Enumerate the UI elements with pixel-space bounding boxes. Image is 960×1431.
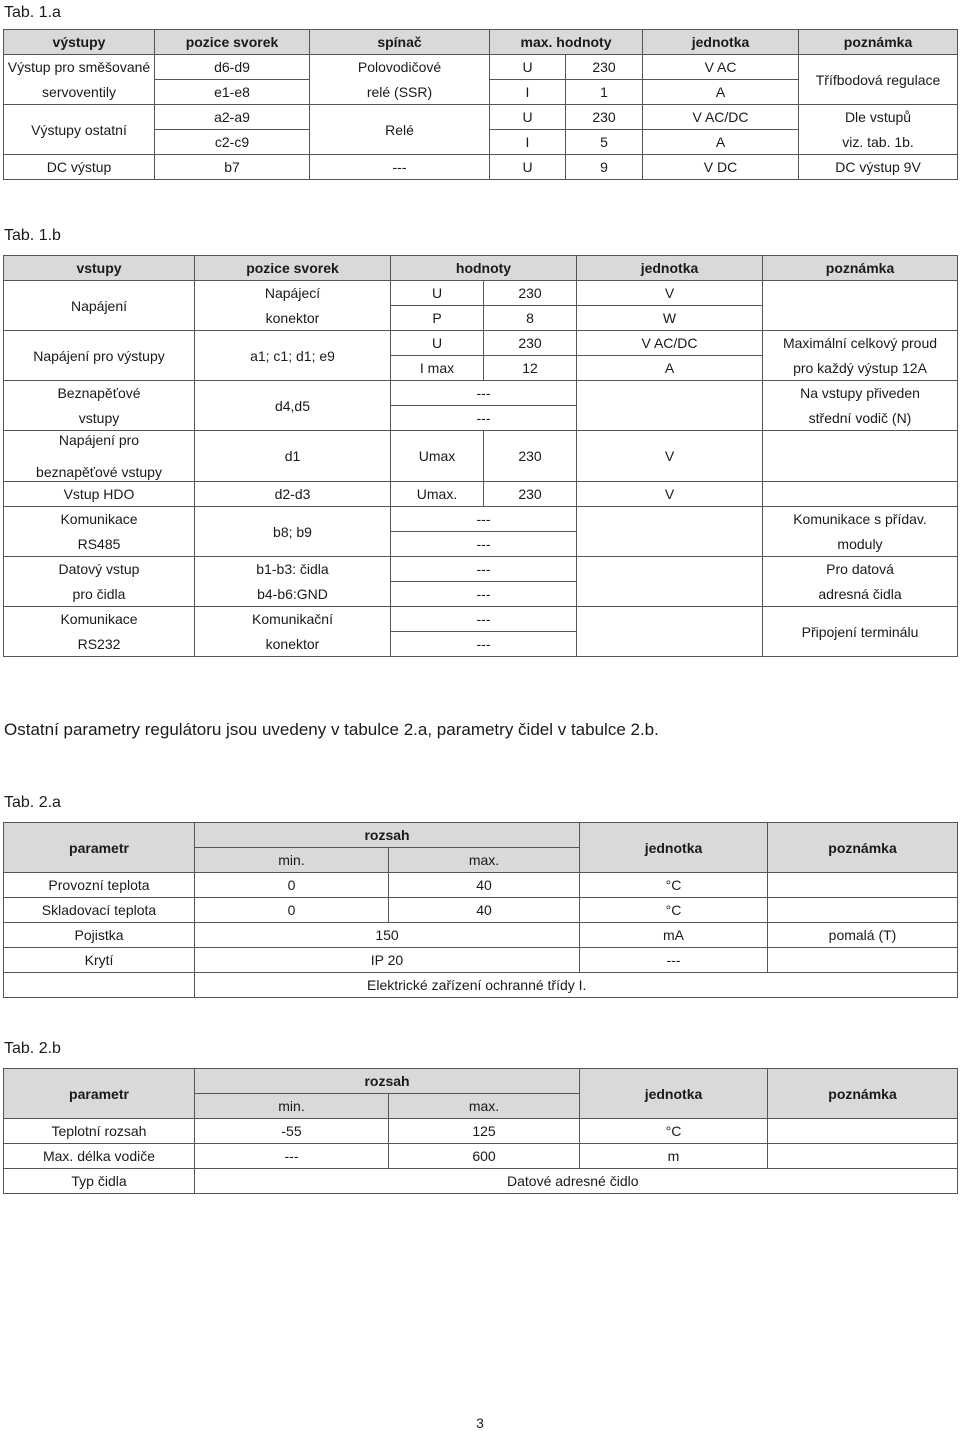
table-cell: Komunikace <box>4 607 195 632</box>
table-cell: Typ čidla <box>4 1169 195 1194</box>
table-cell: moduly <box>763 532 958 557</box>
table-cell: 1 <box>566 80 643 105</box>
table-row <box>4 1169 958 1194</box>
tab2a-table <box>3 822 958 998</box>
table-cell: RS485 <box>4 532 195 557</box>
header-cell: min. <box>195 1094 389 1119</box>
tab1a-table <box>3 29 958 180</box>
table-cell: --- <box>391 632 577 657</box>
table-cell: Datové adresné čidlo <box>195 1169 958 1194</box>
table-cell: Max. délka vodiče <box>4 1144 195 1169</box>
table-cell: IP 20 <box>195 948 580 973</box>
table-cell: d6-d9 <box>155 55 310 80</box>
table-cell: --- <box>391 406 577 431</box>
table-cell: --- <box>391 532 577 557</box>
table-cell: 230 <box>566 55 643 80</box>
table-cell: V <box>577 431 763 482</box>
table-cell <box>763 281 958 331</box>
table-cell: 230 <box>484 431 577 482</box>
header-cell: jednotka <box>643 30 799 55</box>
header-cell: jednotka <box>580 1069 768 1119</box>
table-cell: DC výstup <box>4 155 155 180</box>
table-row <box>4 1144 958 1169</box>
table-header-row <box>4 30 958 55</box>
tab1b-title: Tab. 1.b <box>4 227 61 244</box>
table-cell <box>577 507 763 557</box>
table-cell: DC výstup 9V <box>799 155 958 180</box>
table-cell <box>768 898 958 923</box>
table-cell: Výstup pro směšované <box>4 55 155 80</box>
table-cell: V AC/DC <box>577 331 763 356</box>
table-cell: 8 <box>484 306 577 331</box>
table-cell: V AC <box>643 55 799 80</box>
table-cell: 0 <box>195 873 389 898</box>
table-cell <box>768 1119 958 1144</box>
table-cell: Na vstupy přiveden <box>763 381 958 406</box>
table-header-row <box>4 823 958 848</box>
table-cell: mA <box>580 923 768 948</box>
table-cell: U <box>490 155 566 180</box>
table-cell: A <box>643 130 799 155</box>
table-cell <box>4 431 195 482</box>
table-cell: pomalá (T) <box>768 923 958 948</box>
table-cell: I <box>490 80 566 105</box>
table-cell: 230 <box>566 105 643 130</box>
table-cell: vstupy <box>4 406 195 431</box>
table-cell: Pro datová <box>763 557 958 582</box>
table-cell: --- <box>195 1144 389 1169</box>
table-cell: Teplotní rozsah <box>4 1119 195 1144</box>
table-row <box>4 105 958 130</box>
table-cell: --- <box>391 381 577 406</box>
table-row <box>4 482 958 507</box>
table-row <box>4 873 958 898</box>
table-cell: °C <box>580 873 768 898</box>
table-cell: Elektrické zařízení ochranné třídy I. <box>195 973 958 998</box>
table-cell: Krytí <box>4 948 195 973</box>
table-cell: Beznapěťové <box>4 381 195 406</box>
table-cell: P <box>391 306 484 331</box>
table-cell: 0 <box>195 898 389 923</box>
table-cell: RS232 <box>4 632 195 657</box>
table-cell: adresná čidla <box>763 582 958 607</box>
table-cell: U <box>391 281 484 306</box>
table-cell: a1; c1; d1; e9 <box>195 331 391 381</box>
table-row <box>4 507 958 532</box>
table-cell: °C <box>580 898 768 923</box>
header-cell: rozsah <box>195 1069 580 1094</box>
table-cell: -55 <box>195 1119 389 1144</box>
table-cell: 600 <box>389 1144 580 1169</box>
header-cell: výstupy <box>4 30 155 55</box>
table-cell: d1 <box>195 431 391 482</box>
table-row <box>4 923 958 948</box>
table-row <box>4 155 958 180</box>
header-cell: parametr <box>4 823 195 873</box>
table-cell: d4,d5 <box>195 381 391 431</box>
table-header-row <box>4 1069 958 1094</box>
table-cell: Komunikace s přídav. <box>763 507 958 532</box>
table-cell <box>577 607 763 657</box>
table-cell: Umax. <box>391 482 484 507</box>
table-cell: Komunikace <box>4 507 195 532</box>
table-cell: Napájení pro výstupy <box>4 331 195 381</box>
table-cell <box>768 1144 958 1169</box>
table-cell: d2-d3 <box>195 482 391 507</box>
table-cell: V AC/DC <box>643 105 799 130</box>
table-cell: A <box>577 356 763 381</box>
table-cell: pro čidla <box>4 582 195 607</box>
cell-line: Napájení pro <box>58 432 140 448</box>
header-cell: spínač <box>310 30 490 55</box>
table-cell: a2-a9 <box>155 105 310 130</box>
header-cell: poznámka <box>768 1069 958 1119</box>
header-cell: jednotka <box>577 256 763 281</box>
table-cell: 230 <box>484 482 577 507</box>
table-cell: V DC <box>643 155 799 180</box>
table-cell <box>4 973 195 998</box>
header-cell: max. <box>389 848 580 873</box>
table-row <box>4 1119 958 1144</box>
tab2a-title: Tab. 2.a <box>4 794 61 811</box>
table-cell <box>768 873 958 898</box>
table-cell: b1-b3: čidla <box>195 557 391 582</box>
header-cell: pozice svorek <box>195 256 391 281</box>
tab2b-title: Tab. 2.b <box>4 1040 61 1057</box>
table-row <box>4 582 958 607</box>
table-cell: °C <box>580 1119 768 1144</box>
table-cell: U <box>490 55 566 80</box>
table-cell: 9 <box>566 155 643 180</box>
table-cell: relé (SSR) <box>310 80 490 105</box>
table-cell: m <box>580 1144 768 1169</box>
header-cell: vstupy <box>4 256 195 281</box>
table-cell: Maximální celkový proud <box>763 331 958 356</box>
header-cell: hodnoty <box>391 256 577 281</box>
table-row <box>4 281 958 306</box>
table-cell: servoventily <box>4 80 155 105</box>
table-cell: 125 <box>389 1119 580 1144</box>
table-row <box>4 406 958 431</box>
body-text: Ostatní parametry regulátoru jsou uvedeny v tabulce 2.a, parametry čidel v tabulce 2.b. <box>4 720 659 739</box>
header-cell: pozice svorek <box>155 30 310 55</box>
table-cell: b8; b9 <box>195 507 391 557</box>
header-cell: max. hodnoty <box>490 30 643 55</box>
table-row <box>4 532 958 557</box>
header-cell: jednotka <box>580 823 768 873</box>
table-cell: Napájecí <box>195 281 391 306</box>
table-cell: pro každý výstup 12A <box>763 356 958 381</box>
table-row <box>4 973 958 998</box>
table-cell <box>577 557 763 607</box>
tab2b-table <box>3 1068 958 1194</box>
header-cell: max. <box>389 1094 580 1119</box>
table-cell: W <box>577 306 763 331</box>
table-row <box>4 331 958 356</box>
table-cell: 230 <box>484 281 577 306</box>
table-cell: 150 <box>195 923 580 948</box>
table-cell: střední vodič (N) <box>763 406 958 431</box>
table-cell: --- <box>310 155 490 180</box>
table-cell <box>577 381 763 431</box>
tab1b-table <box>3 255 958 657</box>
table-cell: viz. tab. 1b. <box>799 130 958 155</box>
table-cell: V <box>577 482 763 507</box>
table-cell: I <box>490 130 566 155</box>
header-cell: parametr <box>4 1069 195 1119</box>
table-row <box>4 381 958 406</box>
table-row <box>4 431 958 482</box>
table-cell: --- <box>391 582 577 607</box>
table-cell: Vstup HDO <box>4 482 195 507</box>
table-row <box>4 948 958 973</box>
table-cell: c2-c9 <box>155 130 310 155</box>
tab1a-title: Tab. 1.a <box>4 4 61 21</box>
page-number: 3 <box>476 1415 484 1431</box>
table-cell: U <box>391 331 484 356</box>
table-cell <box>763 431 958 482</box>
table-cell: 230 <box>484 331 577 356</box>
table-cell: Skladovací teplota <box>4 898 195 923</box>
table-cell: Výstupy ostatní <box>4 105 155 155</box>
table-cell: b7 <box>155 155 310 180</box>
table-cell: 5 <box>566 130 643 155</box>
header-cell: poznámka <box>768 823 958 873</box>
table-cell <box>768 948 958 973</box>
cell-line: beznapěťové vstupy <box>36 464 162 480</box>
table-cell: Komunikační <box>195 607 391 632</box>
table-cell: Umax <box>391 431 484 482</box>
table-cell: I max <box>391 356 484 381</box>
table-cell: Dle vstupů <box>799 105 958 130</box>
table-cell: 40 <box>389 873 580 898</box>
table-cell: Provozní teplota <box>4 873 195 898</box>
table-cell: Pojistka <box>4 923 195 948</box>
table-cell: 12 <box>484 356 577 381</box>
table-cell: e1-e8 <box>155 80 310 105</box>
table-cell: --- <box>391 507 577 532</box>
table-row <box>4 898 958 923</box>
table-cell: Třífbodová regulace <box>799 55 958 105</box>
table-cell: Připojení terminálu <box>763 607 958 657</box>
table-cell: 40 <box>389 898 580 923</box>
header-cell: poznámka <box>799 30 958 55</box>
header-cell: rozsah <box>195 823 580 848</box>
table-row <box>4 55 958 80</box>
table-row <box>4 557 958 582</box>
table-cell: --- <box>580 948 768 973</box>
table-cell <box>763 482 958 507</box>
header-cell: poznámka <box>763 256 958 281</box>
table-cell: A <box>643 80 799 105</box>
table-cell: --- <box>391 607 577 632</box>
header-cell: min. <box>195 848 389 873</box>
table-cell: Datový vstup <box>4 557 195 582</box>
table-cell: konektor <box>195 632 391 657</box>
table-cell: konektor <box>195 306 391 331</box>
table-cell: Polovodičové <box>310 55 490 80</box>
table-cell: --- <box>391 557 577 582</box>
table-header-row <box>4 256 958 281</box>
table-cell: V <box>577 281 763 306</box>
table-cell: U <box>490 105 566 130</box>
table-cell: Napájení <box>4 281 195 331</box>
table-row <box>4 607 958 632</box>
table-cell: b4-b6:GND <box>195 582 391 607</box>
table-cell: Relé <box>310 105 490 155</box>
